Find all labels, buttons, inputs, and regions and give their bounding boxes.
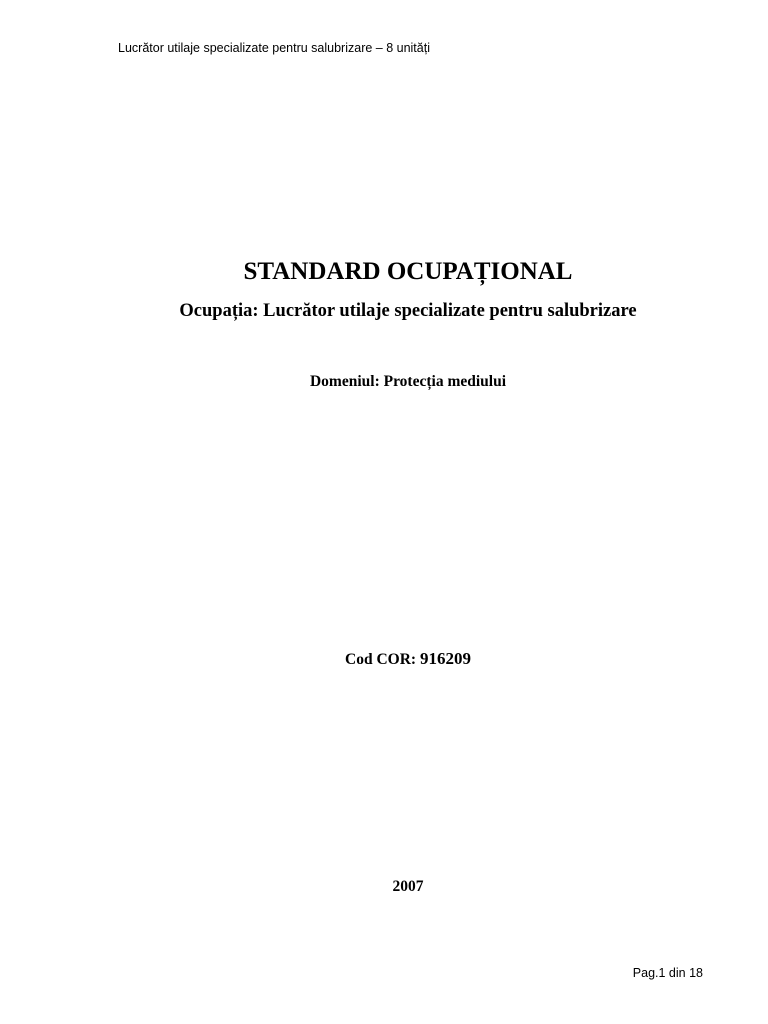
document-year: 2007 bbox=[392, 878, 424, 895]
running-header: Lucrător utilaje specializate pentru salubrizare – 8 unități bbox=[118, 41, 430, 55]
cod-cor-label: Cod COR: bbox=[345, 651, 420, 668]
page-indicator: Pag.1 din 18 bbox=[632, 966, 703, 980]
cod-cor-value: 916209 bbox=[419, 649, 471, 668]
document-title: STANDARD OCUPAȚIONAL bbox=[243, 258, 573, 285]
cod-cor-line bbox=[0, 649, 768, 669]
occupation-line: Ocupația: Lucrător utilaje specializate pentru salubrizare bbox=[179, 301, 637, 321]
domain-line: Domeniul: Protecția mediului bbox=[309, 373, 507, 390]
